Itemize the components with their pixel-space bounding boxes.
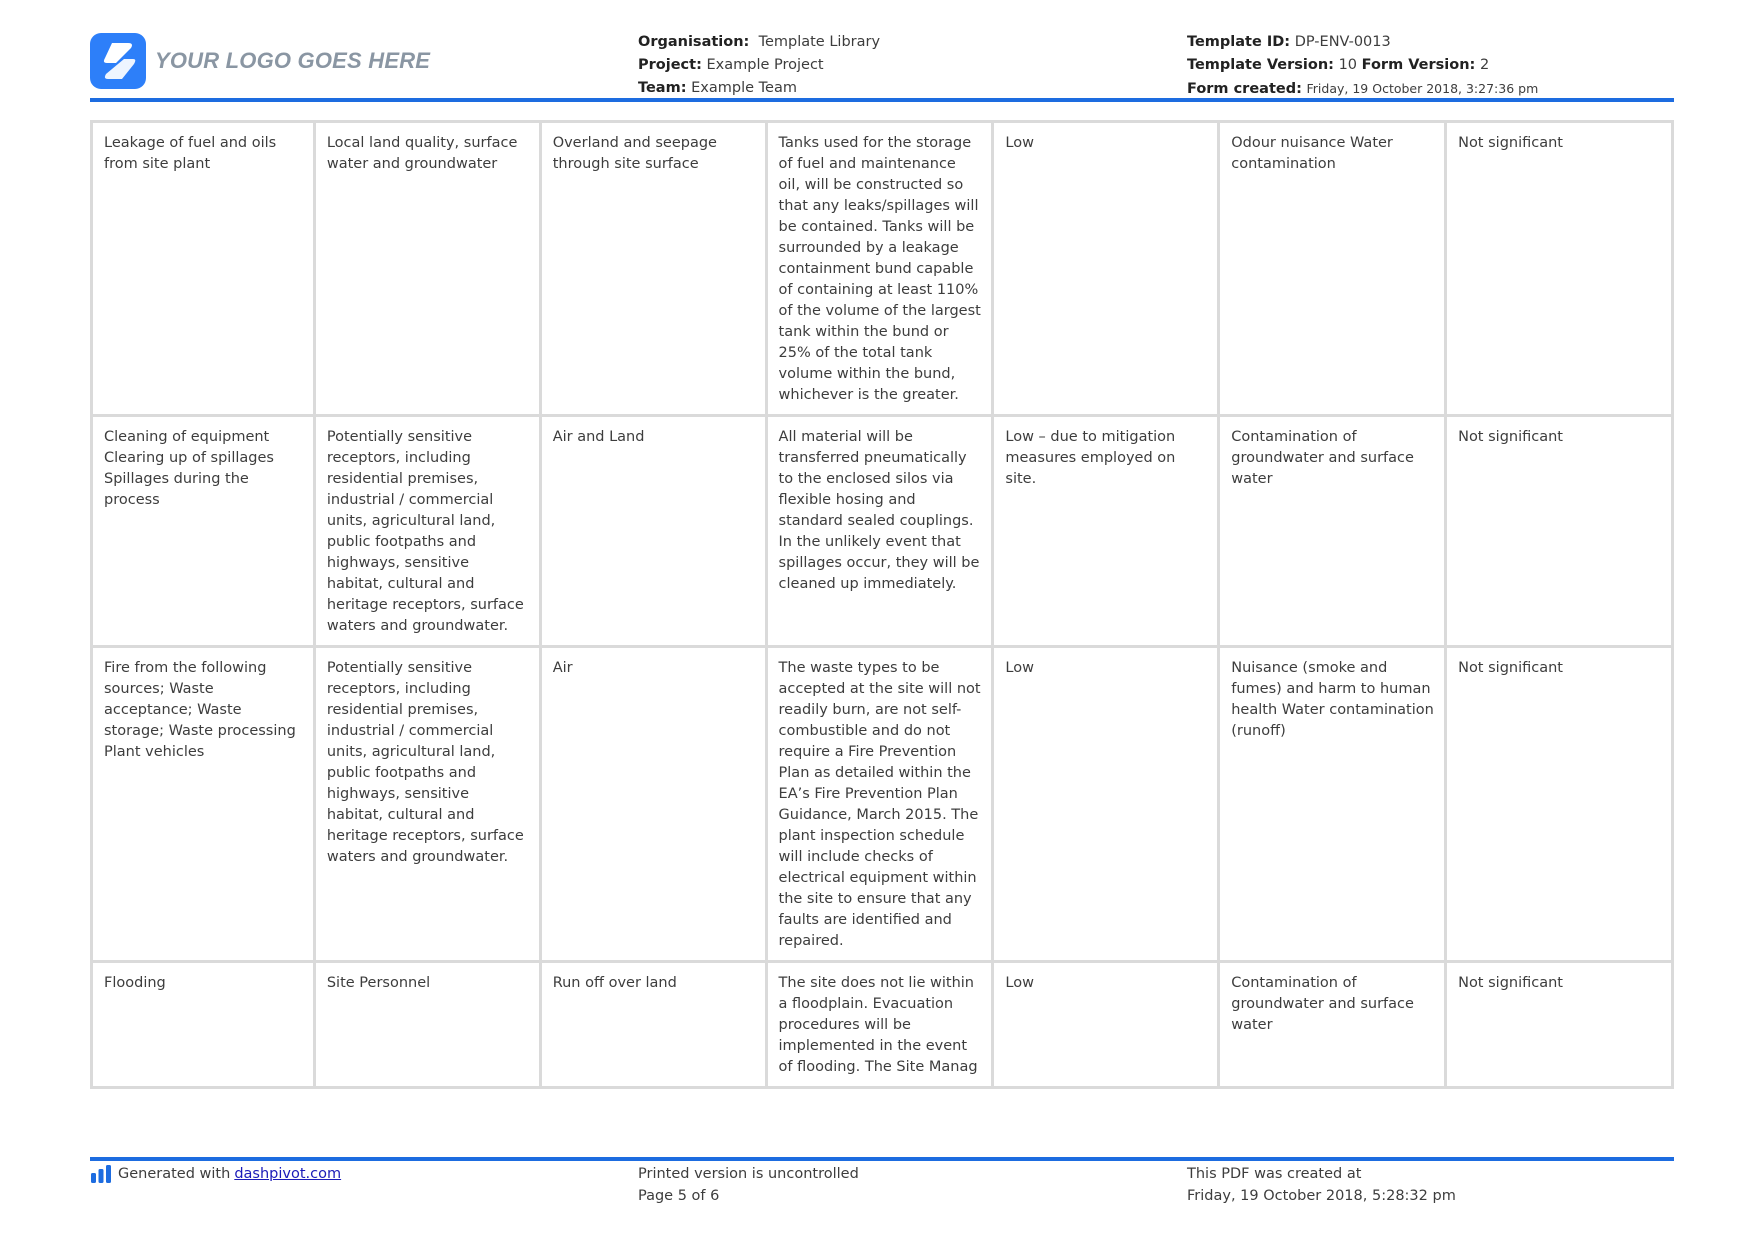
cell-text: Contamination of groundwater and surface water	[1231, 975, 1414, 1033]
table-row	[90, 648, 1674, 963]
cell-text: Odour nuisance Water contamination	[1231, 135, 1393, 172]
page-number: Page 5 of 6	[638, 1188, 720, 1204]
cell-control-measures	[768, 648, 995, 963]
cell-pathway	[542, 120, 768, 417]
form-meta-organisation	[638, 31, 880, 100]
dashpivot-link[interactable]: dashpivot.com	[234, 1166, 342, 1182]
cell-receptor	[316, 417, 542, 648]
template-id-value: DP-ENV-0013	[1294, 34, 1391, 50]
cell-significance	[1447, 417, 1674, 648]
page-footer	[90, 1163, 1674, 1213]
cell-control-measures	[768, 120, 995, 417]
cell-text: Low – due to mitigation measures employed on site.	[1005, 429, 1176, 487]
pdf-created-text: This PDF was created at	[1187, 1166, 1362, 1182]
header-divider	[90, 98, 1674, 102]
cell-text: Flooding	[104, 975, 166, 991]
template-version-value: 10	[1338, 57, 1358, 73]
cell-text: Not significant	[1458, 429, 1563, 445]
cell-text: Overland and seepage through site surface	[552, 135, 717, 172]
cell-text: The site does not lie within a floodplain. Evacuation procedures will be implemented in the event of flooding. The Site Manag	[778, 975, 978, 1075]
cell-pathway	[542, 648, 768, 963]
cell-text: Low	[1005, 135, 1034, 151]
cell-aspect	[90, 417, 316, 648]
version-line	[1187, 54, 1538, 77]
cell-impact	[1220, 648, 1447, 963]
cell-significance	[1447, 648, 1674, 963]
cell-significance	[1447, 120, 1674, 417]
template-id-line	[1187, 31, 1538, 54]
print-info	[638, 1163, 859, 1207]
table-row	[90, 120, 1674, 417]
cell-text: Potentially sensitive receptors, including residential premises, industrial / commercial units, agricultural land, public footpaths and highways, sensitive habitat, cultural and heritage receptors, surface waters and groundwater.	[326, 660, 524, 865]
cell-text: Cleaning of equipment	[104, 429, 270, 445]
pdf-created-date: Friday, 19 October 2018, 5:28:32 pm	[1187, 1188, 1456, 1204]
footer-divider	[90, 1157, 1674, 1161]
cell-receptor	[316, 648, 542, 963]
form-meta-template	[1187, 31, 1538, 101]
cell-text: Leakage of fuel and oils from site plant	[104, 135, 277, 172]
cell-aspect	[90, 648, 316, 963]
cell-text: Fire from the following sources; Waste acceptance; Waste storage; Waste processing Plant vehicles	[104, 660, 296, 760]
project-line	[638, 54, 880, 77]
cell-aspect	[90, 963, 316, 1089]
cell-text: Clearing up of spillages	[104, 450, 274, 466]
cell-impact	[1220, 120, 1447, 417]
form-created-label: Form created:	[1187, 81, 1302, 97]
cell-text: Air and Land	[552, 429, 645, 445]
cell-text: Spillages during the process	[104, 471, 249, 508]
cell-aspect	[90, 120, 316, 417]
generated-text: Generated with	[118, 1166, 231, 1182]
logo-text: YOUR LOGO GOES HERE	[155, 48, 431, 73]
form-created-value: Friday, 19 October 2018, 3:27:36 pm	[1306, 81, 1539, 96]
cell-pathway	[542, 963, 768, 1089]
cell-risk-level	[994, 648, 1220, 963]
cell-text: Run off over land	[552, 975, 677, 991]
pdf-created-info	[1187, 1163, 1456, 1207]
organisation-line	[638, 31, 880, 54]
cell-text: Not significant	[1458, 135, 1563, 151]
cell-text: Not significant	[1458, 975, 1563, 991]
team-value: Example Team	[691, 80, 797, 96]
cell-text: Nuisance (smoke and fumes) and harm to human health Water contamination (runoff)	[1231, 660, 1434, 739]
team-line	[638, 77, 880, 100]
cell-text: Contamination of groundwater and surface water	[1231, 429, 1414, 487]
cell-pathway	[542, 417, 768, 648]
company-logo	[90, 33, 430, 89]
cell-text: Low	[1005, 975, 1034, 991]
cell-text: Tanks used for the storage of fuel and maintenance oil, will be constructed so that any leaks/spillages will be contained. Tanks will be surrounded by a leakage containment bund capable of containing at least 110% of the volume of the largest tank within the bund or 25% of the total tank volume within the bund, whichever is the greater.	[778, 135, 981, 403]
cell-control-measures	[768, 417, 995, 648]
cell-text: All material will be transferred pneumatically to the enclosed silos via flexible hosing and standard sealed couplings. In the unlikely event that spillages occur, they will be cleaned up immediately.	[778, 429, 980, 592]
table-body	[90, 120, 1674, 1089]
cell-risk-level	[994, 417, 1220, 648]
aspects-table	[90, 120, 1674, 1089]
cell-text: Site Personnel	[326, 975, 431, 991]
cell-receptor	[316, 120, 542, 417]
uncontrolled-text: Printed version is uncontrolled	[638, 1166, 859, 1182]
table-row	[90, 963, 1674, 1089]
table-row	[90, 417, 1674, 648]
cell-receptor	[316, 963, 542, 1089]
cell-risk-level	[994, 963, 1220, 1089]
cell-risk-level	[994, 120, 1220, 417]
cell-text: Low	[1005, 660, 1034, 676]
cell-text: Not significant	[1458, 660, 1563, 676]
cell-impact	[1220, 963, 1447, 1089]
cell-text: The waste types to be accepted at the site will not readily burn, are not self-combustible and do not require a Fire Prevention Plan as detailed within the EA’s Fire Prevention Plan Guidance, March 2015. The plant inspection schedule will include checks of electrical equipment within the site to ensure that any faults are identified and repaired.	[778, 660, 981, 949]
project-label: Project:	[638, 57, 702, 73]
template-id-label: Template ID:	[1187, 34, 1291, 50]
dashpivot-bars-icon	[90, 1165, 112, 1183]
form-version-label: Form Version:	[1361, 57, 1476, 73]
form-version-value: 2	[1479, 57, 1490, 73]
cell-impact	[1220, 417, 1447, 648]
project-value: Example Project	[706, 57, 824, 73]
team-label: Team:	[638, 80, 687, 96]
cell-control-measures	[768, 963, 995, 1089]
cell-text: Air	[552, 660, 573, 676]
template-version-label: Template Version:	[1187, 57, 1334, 73]
page-header	[90, 28, 1674, 100]
generated-with	[90, 1163, 341, 1185]
cell-text: Local land quality, surface water and groundwater	[326, 135, 518, 172]
organisation-value: Template Library	[758, 34, 881, 50]
risk-table	[90, 120, 1674, 1089]
organisation-label: Organisation:	[638, 34, 750, 50]
cell-significance	[1447, 963, 1674, 1089]
cell-text: Potentially sensitive receptors, including residential premises, industrial / commercial units, agricultural land, public footpaths and highways, sensitive habitat, cultural and heritage receptors, surface waters and groundwater.	[326, 429, 524, 634]
logo-icon	[90, 33, 146, 89]
